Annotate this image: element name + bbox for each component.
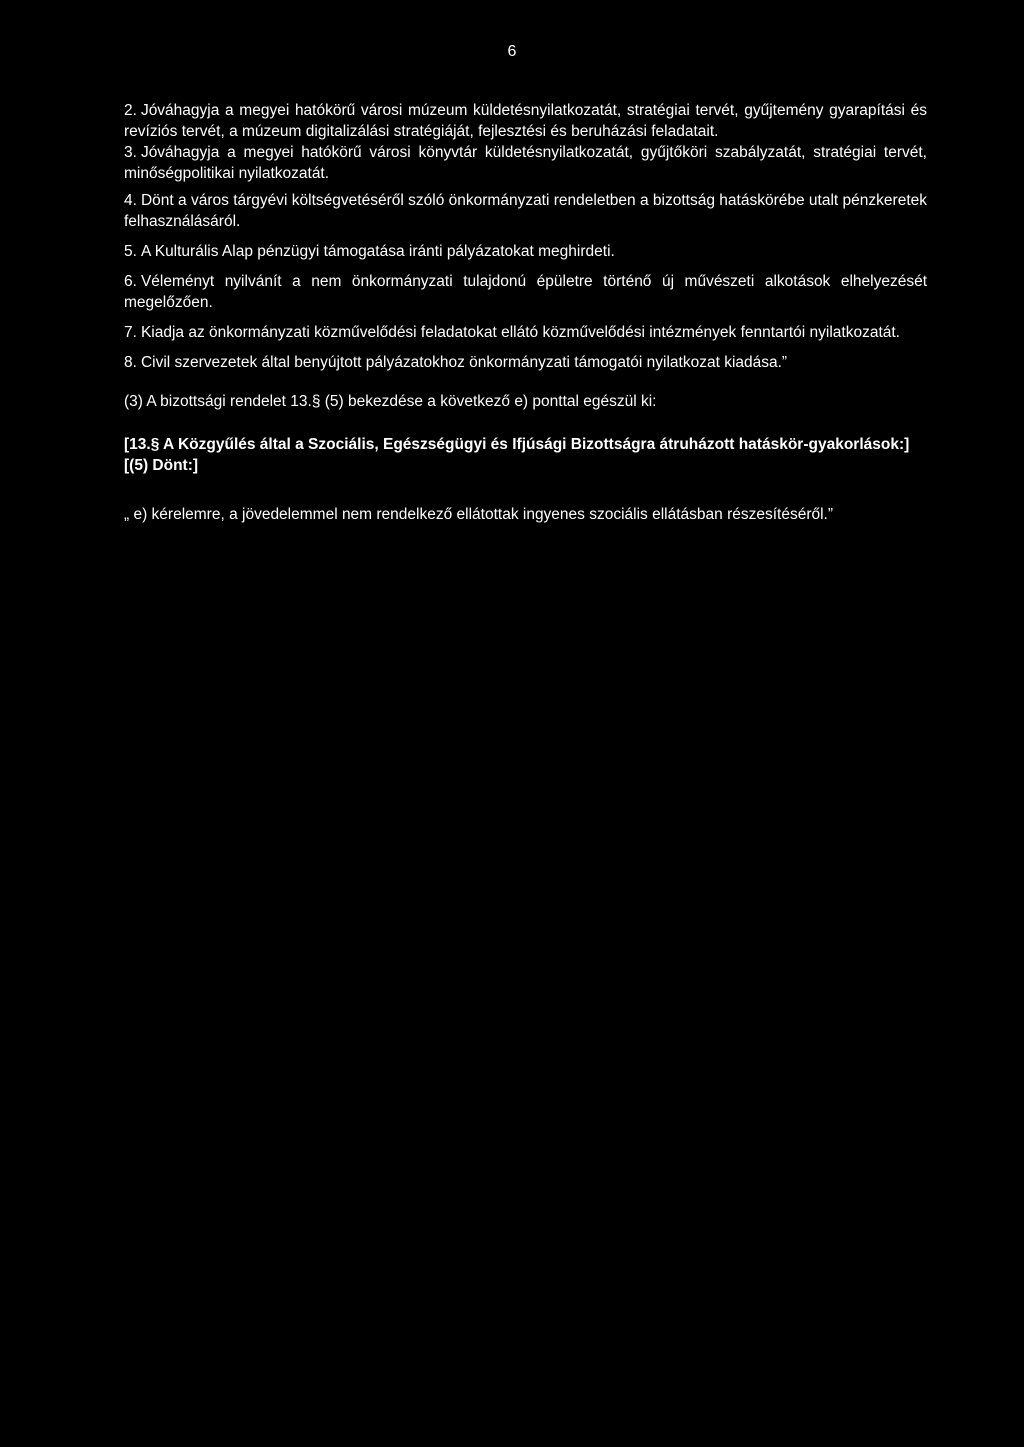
list-item-7	[124, 322, 927, 343]
list-item-number: 8.	[124, 354, 137, 371]
list-item-text: Véleményt nyilvánít a nem önkormányzati tulajdonú épületre történő új művészeti alkotások elhelyezését megelőzően.	[124, 273, 927, 311]
section-heading: [13.§ A Közgyűlés által a Szociális, Egészségügyi és Ifjúsági Bizottságra átruházott hatáskör-gyakorlások:]	[124, 436, 910, 453]
list-item-2	[124, 100, 927, 142]
list-item-4	[124, 190, 927, 232]
list-item-number: 3.	[124, 144, 137, 161]
list-item-text: Jóváhagyja a megyei hatókörű városi könyvtár küldetésnyilatkozatát, gyűjtőköri szabályzatát, stratégiai tervét, minőségpolitikai nyilatkozatát.	[124, 144, 927, 182]
list-item-number: 2.	[124, 102, 137, 119]
list-item-text: Civil szervezetek által benyújtott pályázatokhoz önkormányzati támogatói nyilatkozat kiadása.”	[140, 354, 788, 371]
list-item-5	[124, 241, 927, 262]
section-heading-block	[124, 434, 927, 476]
list-item-6	[124, 271, 927, 313]
quoted-point-e: „ e) kérelemre, a jövedelemmel nem rendelkező ellátottak ingyenes szociális ellátásban részesítéséről.”	[124, 506, 834, 523]
list-item-number: 5.	[124, 243, 137, 260]
list-item-number: 6.	[124, 273, 137, 290]
amendment-paragraph: (3) A bizottsági rendelet 13.§ (5) bekezdése a következő e) ponttal egészül ki:	[124, 393, 657, 410]
list-item-3	[124, 142, 927, 184]
list-item-text: Jóváhagyja a megyei hatókörű városi múzeum küldetésnyilatkozatát, stratégiai tervét, gyűjtemény gyarapítási és revíziós tervét, a múzeum digitalizálási stratégiáját, fejlesztési és beruházási feladatait.	[124, 102, 927, 140]
list-item-text: Dönt a város tárgyévi költségvetéséről szóló önkormányzati rendeletben a bizottság hatáskörébe utalt pénzkeretek felhasználásáról.	[124, 192, 927, 230]
list-item-text: A Kulturális Alap pénzügyi támogatása iránti pályázatokat meghirdeti.	[140, 243, 615, 260]
subsection-heading: [(5) Dönt:]	[124, 457, 199, 474]
page-number: 6	[507, 43, 517, 60]
list-item-number: 4.	[124, 192, 137, 209]
list-item-text: Kiadja az önkormányzati közművelődési feladatokat ellátó közművelődési intézmények fenntartói nyilatkozatát.	[140, 324, 900, 341]
list-item-8	[124, 352, 927, 373]
document-body	[124, 100, 927, 541]
list-item-number: 7.	[124, 324, 137, 341]
